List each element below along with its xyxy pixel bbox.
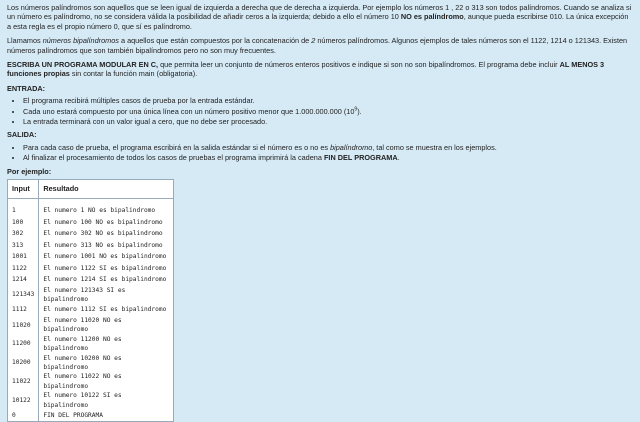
result-cell: El numero 1001 NO es bipalindromo (39, 251, 174, 263)
input-cell: 1 (12, 207, 16, 215)
result-cell: FIN DEL PROGRAMA (39, 410, 174, 422)
input-column-header: Input (8, 180, 39, 199)
intro-paragraph-2 (7, 36, 634, 55)
table-row (8, 304, 174, 316)
input-cell: 1001 (12, 253, 27, 261)
result-cell: El numero 100 NO es bipalindromo (39, 217, 174, 229)
exponent: 9 (354, 106, 358, 113)
list-item-text: , tal como se muestra en los ejemplos. (372, 142, 497, 152)
result-cell: El numero 1122 SI es bipalindromo (39, 263, 174, 275)
input-cell: 11020 (12, 321, 31, 329)
input-cell: 0 (12, 412, 16, 420)
input-cell: 1122 (12, 264, 27, 272)
task-emphasis: AL MENOS 3 funciones propias (7, 60, 605, 79)
input-cell: 10200 (12, 359, 31, 367)
list-item-emphasis: FIN DEL PROGRAMA (323, 153, 398, 163)
result-cell: El numero 11200 NO es bipalindromo (39, 335, 174, 354)
result-cell: El numero 1112 SI es bipalindromo (39, 304, 174, 316)
input-cell: 1214 (12, 276, 27, 284)
input-cell: 11022 (12, 378, 31, 386)
table-row (8, 410, 174, 422)
input-cell: 121343 (12, 291, 35, 299)
result-cell: El numero 313 NO es bipalindromo (39, 240, 174, 252)
input-cell: 313 (12, 241, 24, 249)
entrada-list (7, 96, 634, 126)
list-item-text: Al finalizar el procesamiento de todos los casos de pruebas el programa imprimirá la cadena (23, 153, 324, 163)
result-cell: El numero 11020 NO es bipalindromo (39, 316, 174, 335)
table-row (8, 228, 174, 240)
intro-term: números bipalíndromos (42, 36, 119, 46)
table-row (8, 391, 174, 410)
entrada-heading: ENTRADA: (7, 83, 46, 93)
table-row (8, 335, 174, 354)
task-text: que permita leer un conjunto de números enteros positivos e indique si son no son bipalíndromos. El programa debe incluir (158, 60, 560, 70)
table-row (8, 354, 174, 373)
result-cell: El numero 1 NO es bipalindromo (39, 205, 174, 217)
list-item (23, 153, 634, 162)
list-item: • La entrada terminará con un valor igual a cero, que no debe ser procesado. (23, 117, 634, 126)
table-row (8, 286, 174, 305)
list-item-text: . (397, 153, 400, 163)
salida-list (7, 143, 634, 163)
table-row (8, 274, 174, 286)
table-row (8, 251, 174, 263)
input-cell: 302 (12, 230, 24, 238)
table-header-row (8, 180, 174, 199)
salida-heading: SALIDA: (7, 130, 37, 140)
input-cell: 10122 (12, 396, 31, 404)
intro-text: Llamamos (7, 36, 43, 46)
result-cell: El numero 121343 SI es bipalindromo (39, 286, 174, 305)
intro-emphasis: NO es palíndromo (400, 12, 464, 22)
result-cell: El numero 1214 SI es bipalindromo (39, 274, 174, 286)
table-row (8, 372, 174, 391)
intro-paragraph-1 (7, 3, 634, 31)
intro-text: Los números palíndromos son aquellos que se leen igual de izquierda a derecha que de derecha a izquierda. Por ejemplo los números 1 , 22 o 313 son todos palíndromos. Cuando se analiza si un número es palíndromo, no se considera válida la posibilidad de añadir ceros a la izquierda; debido a ello el número 10 (7, 3, 632, 22)
task-paragraph (7, 60, 634, 79)
input-cell: 1112 (12, 306, 27, 314)
intro-text: , aunque pueda escribirse 010. La única excepción a esta regla es el propio número 0, que sí es palíndromo. (7, 12, 629, 31)
example-table (7, 179, 174, 422)
table-row (8, 263, 174, 275)
intro-text: números palíndromos. Algunos ejemplos de tales números son el 1122, 1214 o 121343. Existen números palíndromos que son también bipalíndromos pero no son muy frecuentes. (7, 36, 628, 55)
list-item-term: bipalíndromo (330, 142, 373, 152)
intro-term: 2 (311, 36, 316, 46)
input-cell: 11200 (12, 340, 31, 348)
table-row (8, 240, 174, 252)
table-row (8, 316, 174, 335)
list-item: • El programa recibirá múltiples casos de prueba por la entrada estándar. (23, 96, 634, 105)
list-item (23, 143, 634, 152)
task-emphasis: ESCRIBA UN PROGRAMA MODULAR EN C, (7, 60, 159, 70)
list-item-text: Cada uno estará compuesto por una única línea con un número positivo menor que 1.000.000.000 (10 (23, 106, 355, 116)
example-heading: Por ejemplo: (7, 166, 52, 176)
list-item-text: Para cada caso de prueba, el programa escribirá en la salida estándar si el número es o no es (23, 142, 331, 152)
result-cell: El numero 10200 NO es bipalindromo (39, 354, 174, 373)
table-row (8, 205, 174, 217)
example-table-body (8, 199, 174, 422)
list-item (23, 107, 634, 116)
input-cell: 100 (12, 218, 24, 226)
task-text: sin contar la función main (obligatoria). (69, 69, 198, 79)
result-cell: El numero 302 NO es bipalindromo (39, 228, 174, 240)
table-row (8, 217, 174, 229)
result-cell: El numero 11022 NO es bipalindromo (39, 372, 174, 391)
result-column-header: Resultado (39, 180, 174, 199)
result-cell: El numero 10122 SI es bipalindromo (39, 391, 174, 410)
list-item-text: ). (357, 106, 362, 116)
intro-text: a aquellos que están compuestos por la concatenación de (118, 36, 312, 46)
